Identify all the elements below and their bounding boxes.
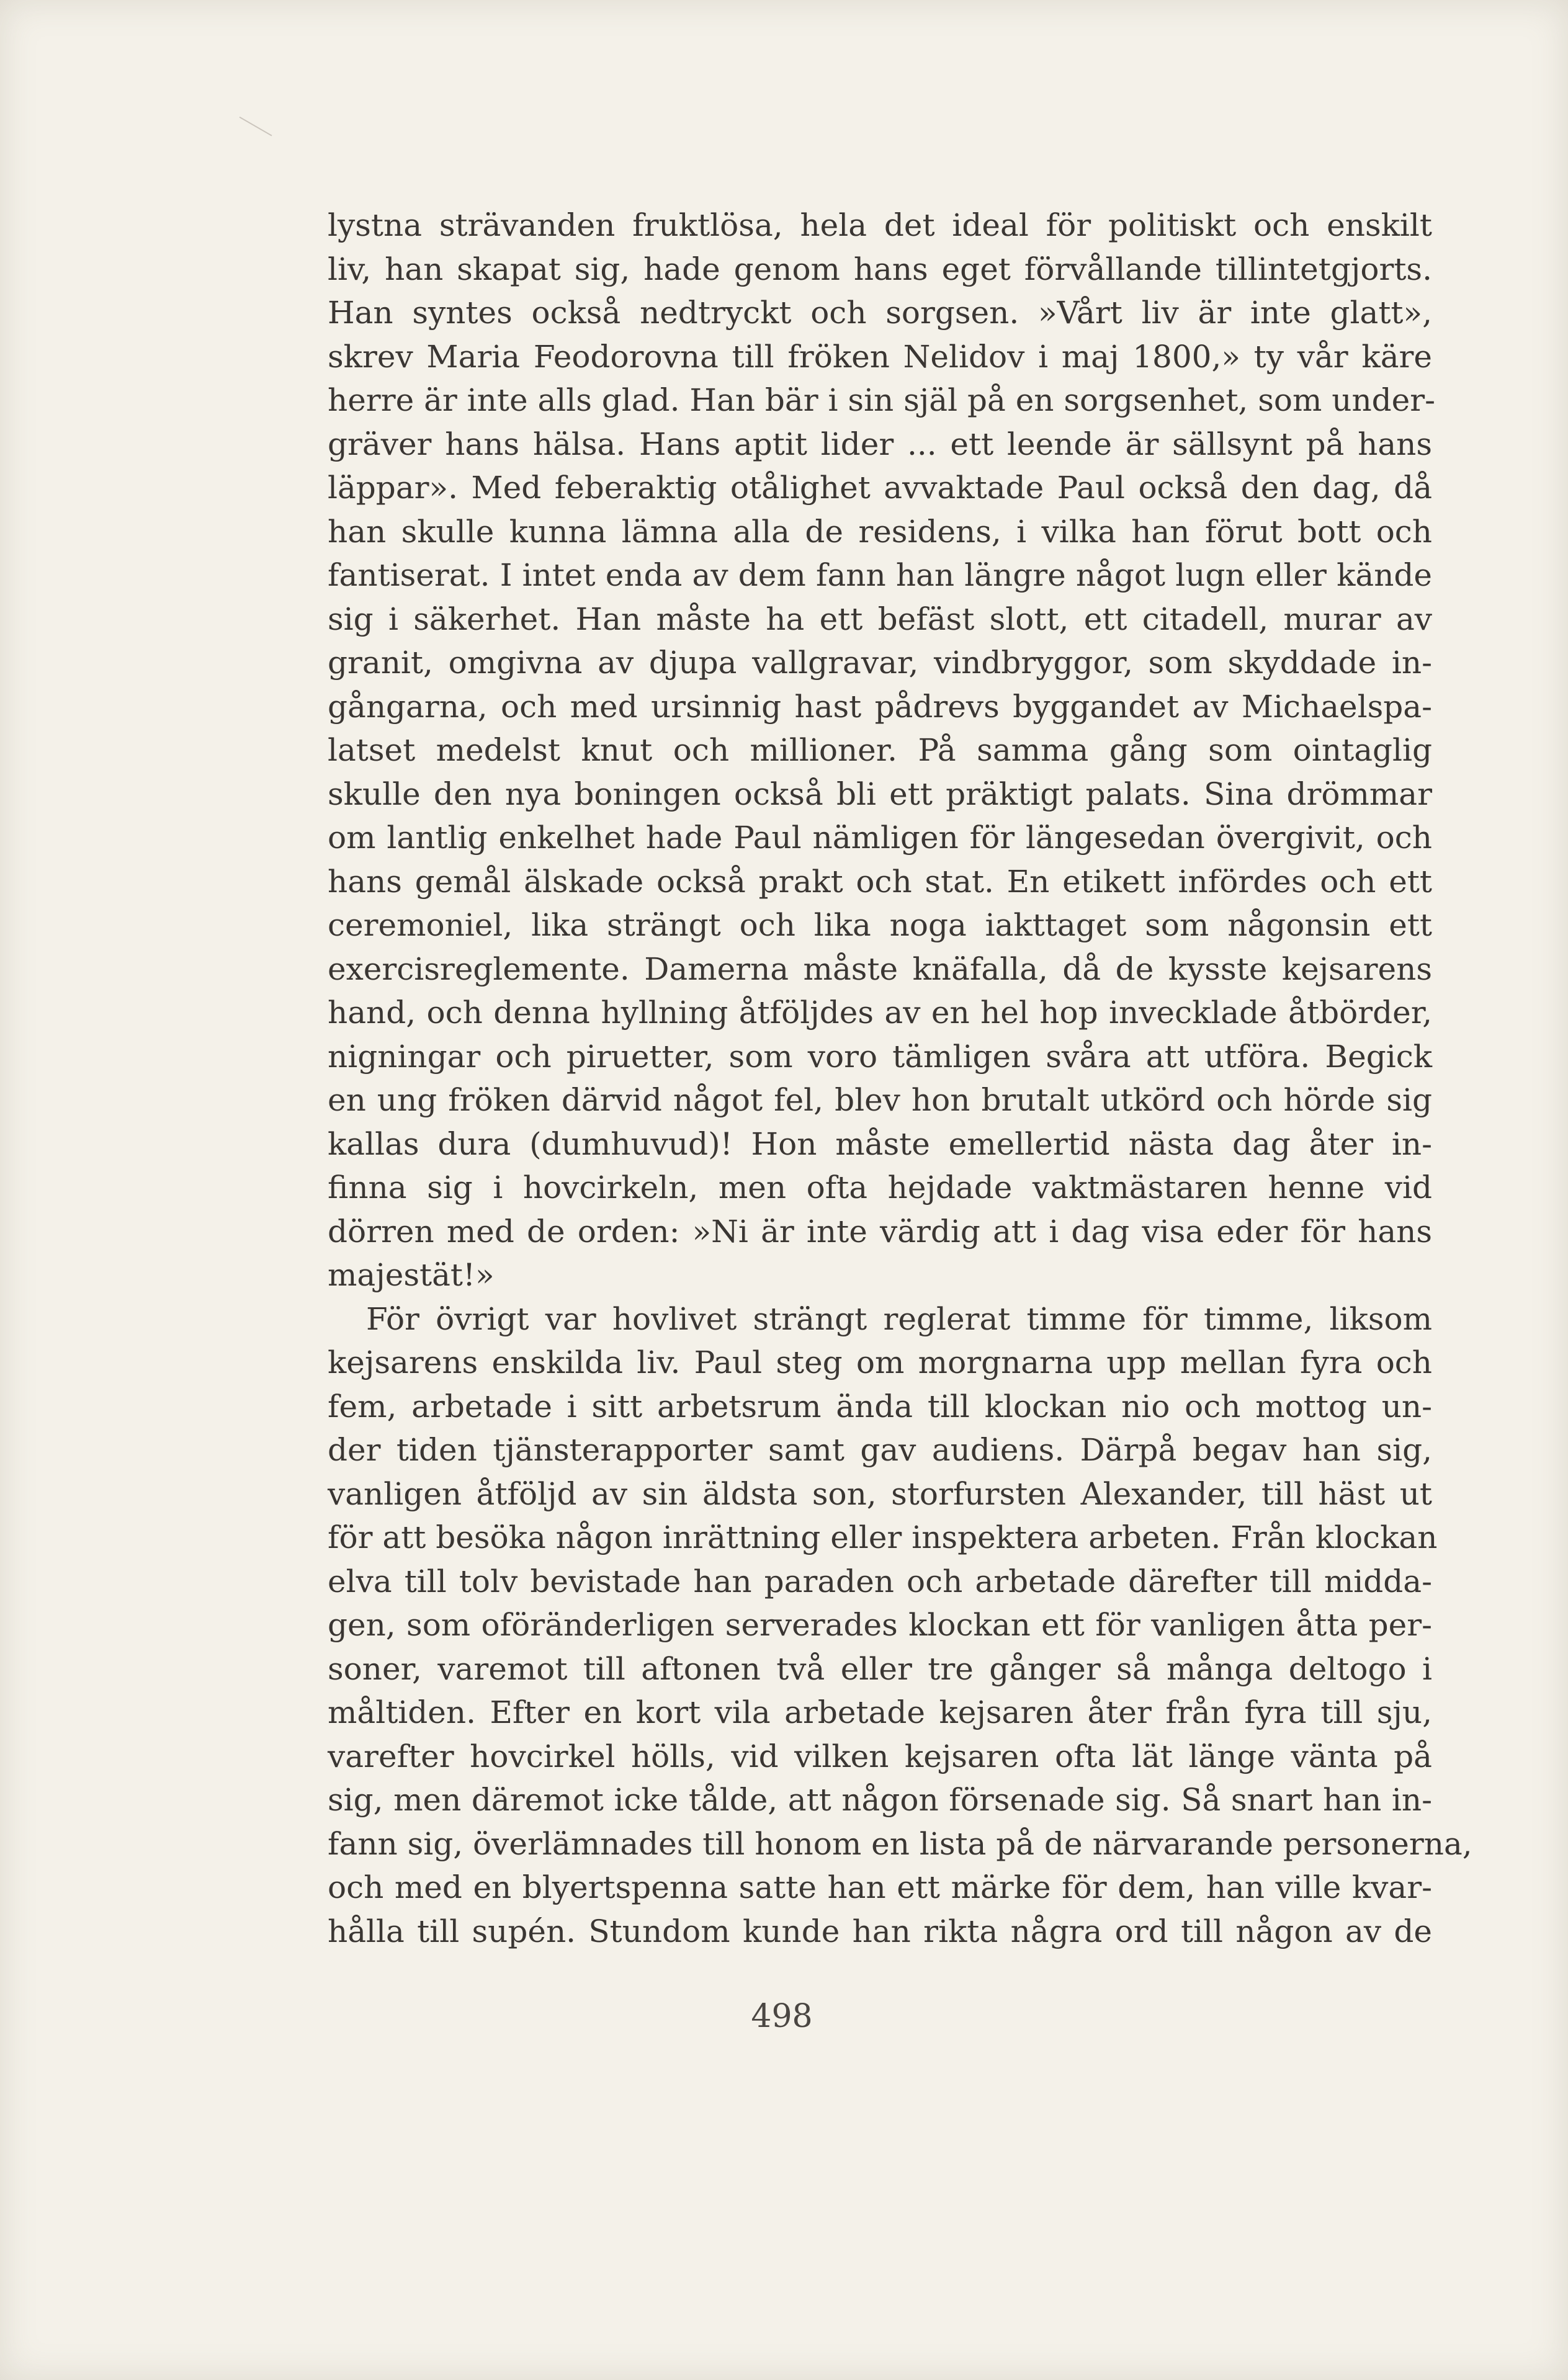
- text-line: lystna strävanden fruktlösa, hela det ideal för politiskt och enskilt: [328, 207, 1432, 243]
- text-line: latset medelst knut och millioner. På samma gång som ointaglig: [328, 732, 1432, 768]
- body-text: [328, 204, 1472, 1953]
- text-line: gräver hans hälsa. Hans aptit lider ... ett leende är sällsynt på hans: [328, 426, 1432, 462]
- text-line: för att besöka någon inrättning eller inspektera arbeten. Från klockan: [328, 1519, 1438, 1555]
- text-line: sig i säkerhet. Han måste ha ett befäst slott, ett citadell, murar av: [328, 601, 1432, 637]
- text-line: dörren med de orden: »Ni är inte värdig att i dag visa eder för hans: [328, 1213, 1432, 1250]
- text-line: ceremoniel, lika strängt och lika noga iakttaget som någonsin ett: [328, 907, 1432, 943]
- text-line: hans gemål älskade också prakt och stat. En etikett infördes och ett: [328, 863, 1432, 900]
- text-line: varefter hovcirkel hölls, vid vilken kejsaren ofta lät länge vänta på: [328, 1738, 1432, 1774]
- text-line: skrev Maria Feodorovna till fröken Nelidov i maj 1800,» ty vår käre: [328, 338, 1432, 375]
- paragraph-end-line: majestät!»: [328, 1257, 495, 1293]
- text-line: han skulle kunna lämna alla de residens, i vilka han förut bott och: [328, 513, 1432, 550]
- text-line: herre är inte alls glad. Han bär i sin själ på en sorgsenhet, som under-: [328, 382, 1436, 418]
- text-line: om lantlig enkelhet hade Paul nämligen för längesedan övergivit, och: [328, 820, 1432, 856]
- text-line: kejsarens enskilda liv. Paul steg om morgnarna upp mellan fyra och: [328, 1344, 1432, 1380]
- text-line: exercisreglemente. Damerna måste knäfalla, då de kysste kejsarens: [328, 951, 1432, 987]
- text-line: gångarna, och med ursinnig hast pådrevs byggandet av Michaelspa-: [328, 688, 1432, 725]
- text-line: och med en blyertspenna satte han ett märke för dem, han ville kvar-: [328, 1869, 1432, 1905]
- text-line: der tiden tjänsterapporter samt gav audiens. Därpå begav han sig,: [328, 1432, 1432, 1468]
- text-line: kallas dura (dumhuvud)! Hon måste emellertid nästa dag åter in-: [328, 1125, 1432, 1162]
- text-line: Han syntes också nedtryckt och sorgsen. »Vårt liv är inte glatt»,: [328, 295, 1432, 331]
- text-line: fantiserat. I intet enda av dem fann han längre något lugn eller kände: [328, 557, 1432, 593]
- text-line: sig, men däremot icke tålde, att någon försenade sig. Så snart han in-: [328, 1782, 1432, 1818]
- text-line: läppar». Med feberaktig otålighet avvaktade Paul också den dag, då: [328, 470, 1432, 506]
- text-line: skulle den nya boningen också bli ett präktigt palats. Sina drömmar: [328, 776, 1432, 812]
- text-line: fem, arbetade i sitt arbetsrum ända till klockan nio och mottog un-: [328, 1388, 1432, 1425]
- text-line: liv, han skapat sig, hade genom hans eget förvållande tillintetgjorts.: [328, 251, 1432, 287]
- text-line: gen, som oföränderligen serverades klockan ett för vanligen åtta per-: [328, 1607, 1432, 1643]
- text-line: fann sig, överlämnades till honom en lista på de närvarande personerna,: [328, 1825, 1472, 1862]
- text-line: granit, omgivna av djupa vallgravar, vindbryggor, som skyddade in-: [328, 645, 1432, 681]
- text-line: nigningar och piruetter, som voro tämligen svåra att utföra. Begick: [328, 1038, 1432, 1075]
- text-line: soner, varemot till aftonen två eller tre gånger så många deltogo i: [328, 1650, 1432, 1687]
- text-line: hålla till supén. Stundom kunde han rikta några ord till någon av de: [328, 1913, 1432, 1949]
- text-line: en ung fröken därvid något fel, blev hon brutalt utkörd och hörde sig: [328, 1082, 1432, 1118]
- pencil-mark: [227, 117, 272, 158]
- text-line: hand, och denna hyllning åtföljdes av en hel hop invecklade åtbörder,: [328, 995, 1432, 1031]
- text-line: finna sig i hovcirkeln, men ofta hejdade vaktmästaren henne vid: [328, 1170, 1432, 1206]
- paragraph-start-line: För övrigt var hovlivet strängt reglerat timme för timme, liksom: [366, 1300, 1432, 1337]
- text-line: vanligen åtföljd av sin äldsta son, storfursten Alexander, till häst ut: [328, 1475, 1432, 1512]
- text-line: måltiden. Efter en kort vila arbetade kejsaren åter från fyra till sju,: [328, 1694, 1432, 1730]
- text-line: elva till tolv bevistade han paraden och arbetade därefter till midda-: [328, 1563, 1432, 1599]
- page-number: 498: [751, 1998, 813, 2035]
